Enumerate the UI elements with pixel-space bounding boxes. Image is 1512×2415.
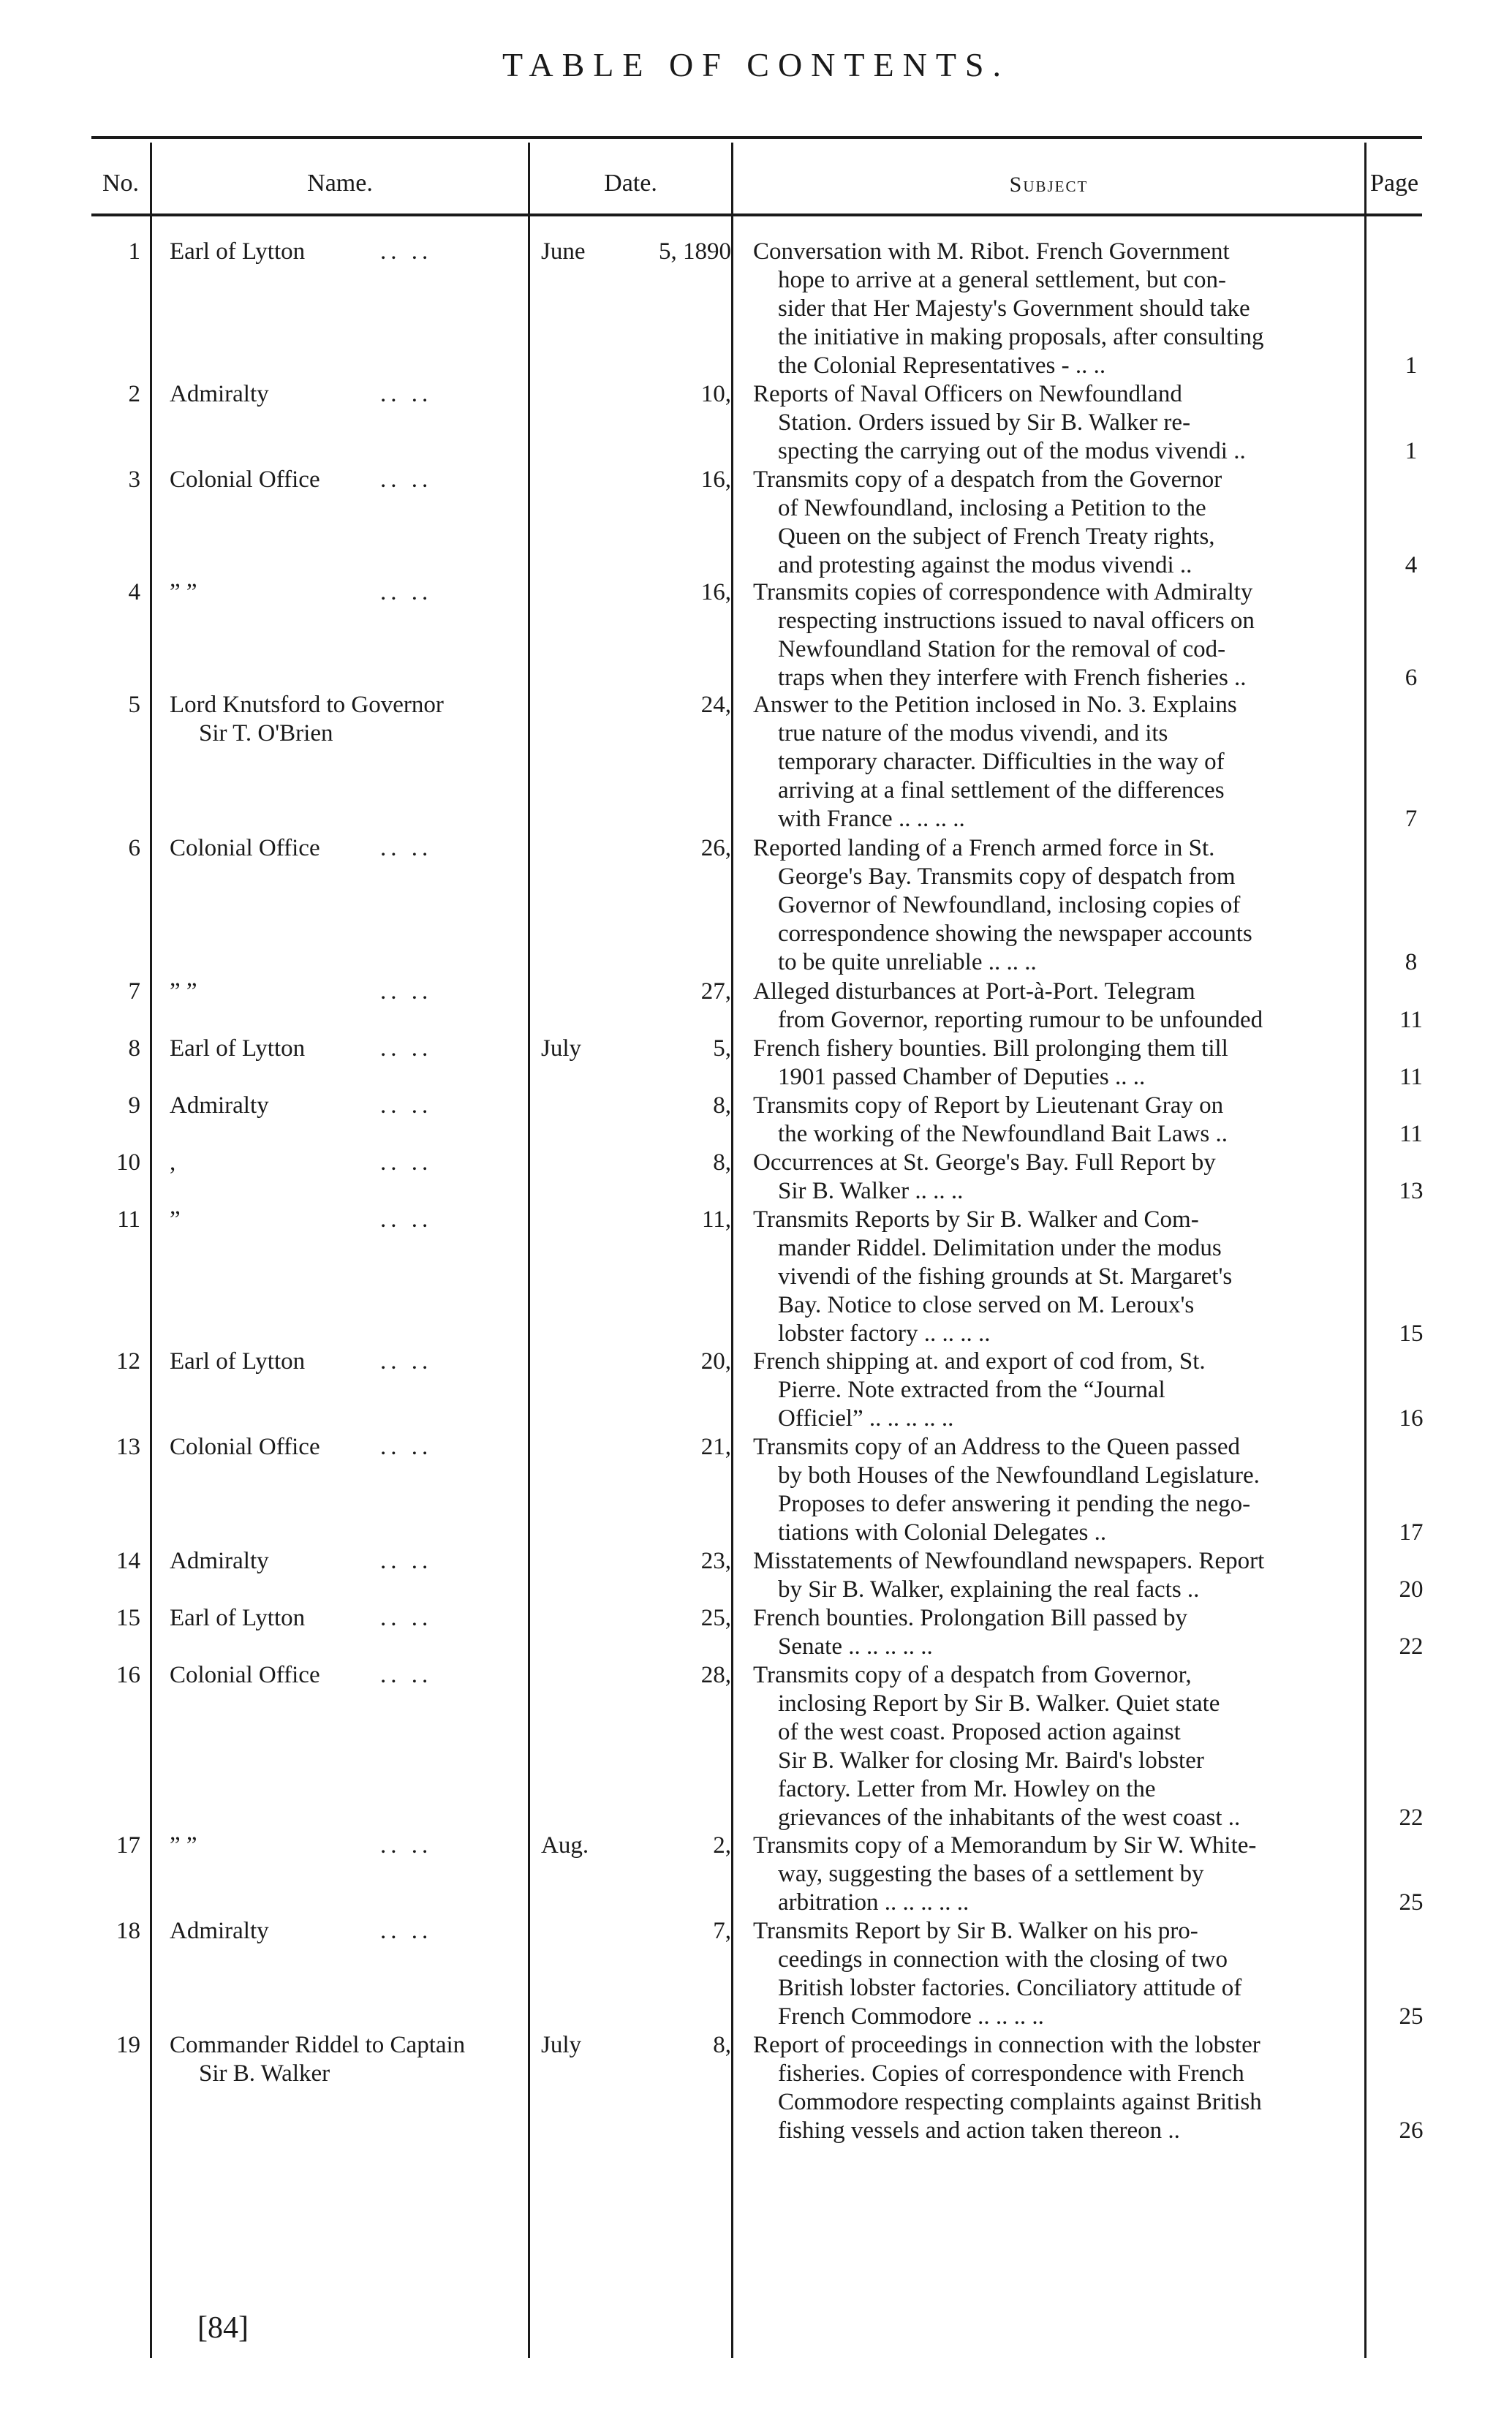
subject-line: Transmits copy of a Memorandum by Sir W. White- xyxy=(753,1832,1257,1859)
page-footer: [84] xyxy=(197,2311,249,2345)
entry-name-line: Earl of Lytton xyxy=(170,1035,306,1062)
subject-line: French shipping at. and export of cod from, St. xyxy=(753,1348,1206,1375)
header-rule xyxy=(91,213,1422,216)
entry-name-line: Earl of Lytton xyxy=(170,1605,306,1631)
entry-day: 28, xyxy=(700,1662,731,1688)
entry-day: 20, xyxy=(700,1348,731,1375)
entry-page: 15 xyxy=(1399,1320,1424,1347)
top-rule xyxy=(91,136,1422,139)
subject-line: Transmits copy of an Address to the Queen passed xyxy=(753,1434,1241,1460)
subject-line: of the west coast. Proposed action against xyxy=(778,1719,1181,1745)
entry-number: 18 xyxy=(116,1918,140,1944)
entry-subject xyxy=(753,578,1353,692)
entry-name-line: ” xyxy=(170,1206,181,1233)
leader-dots: .. .. xyxy=(380,1348,433,1375)
entry-name-line: Earl of Lytton xyxy=(170,1348,306,1375)
entry-number: 4 xyxy=(128,579,140,605)
header-date: Date. xyxy=(604,170,657,197)
subject-line: Transmits copy of a despatch from Governor, xyxy=(753,1662,1192,1688)
subject-line: Newfoundland Station for the removal of cod- xyxy=(778,636,1226,662)
entry-number: 1 xyxy=(128,238,140,265)
subject-line: Conversation with M. Ribot. French Government xyxy=(753,238,1230,265)
entry-day: 26, xyxy=(700,835,731,861)
subject-line: ceedings in connection with the closing of two xyxy=(778,1946,1228,1973)
entry-day: 2, xyxy=(713,1832,731,1859)
entry-number: 5 xyxy=(128,692,140,718)
subject-line: Transmits copy of Report by Lieutenant Gray on xyxy=(753,1092,1224,1119)
entry-month: Aug. xyxy=(541,1832,589,1859)
subject-line: Transmits copy of a despatch from the Governor xyxy=(753,466,1222,493)
subject-line: Senate .. .. .. .. .. xyxy=(778,1633,933,1660)
leader-dots: .. .. xyxy=(380,978,433,1005)
entry-number: 11 xyxy=(117,1206,140,1233)
header-no: No. xyxy=(102,170,140,197)
entry-subject xyxy=(753,834,1353,977)
entry-name-line: Admiralty xyxy=(170,1918,269,1944)
header-page: Page xyxy=(1369,170,1419,197)
entry-name-line: ” ” xyxy=(170,579,197,605)
subject-line: Sir B. Walker for closing Mr. Baird's lobster xyxy=(778,1747,1204,1774)
entry-subject xyxy=(753,1661,1353,1832)
subject-line: Governor of Newfoundland, inclosing copies of xyxy=(778,892,1241,918)
subject-line: mander Riddel. Delimitation under the modus xyxy=(778,1235,1222,1261)
subject-line: correspondence showing the newspaper accounts xyxy=(778,921,1252,947)
subject-line: fisheries. Copies of correspondence with French xyxy=(778,2060,1244,2087)
subject-line: Sir B. Walker .. .. .. xyxy=(778,1178,964,1204)
leader-dots: .. .. xyxy=(380,579,433,605)
entry-page: 4 xyxy=(1405,552,1418,578)
subject-line: hope to arrive at a general settlement, but con- xyxy=(778,267,1226,293)
entry-page: 1 xyxy=(1405,438,1418,464)
entry-number: 13 xyxy=(116,1434,140,1460)
subject-line: the initiative in making proposals, after consulting xyxy=(778,324,1264,350)
subject-line: Queen on the subject of French Treaty rights, xyxy=(778,524,1215,550)
entry-number: 10 xyxy=(116,1149,140,1176)
entry-number: 17 xyxy=(116,1832,140,1859)
entry-page: 20 xyxy=(1399,1576,1424,1603)
entry-page: 25 xyxy=(1399,2003,1424,2030)
entry-day: 8, xyxy=(713,2032,731,2058)
subject-line: temporary character. Difficulties in the way of xyxy=(778,749,1225,775)
entry-subject xyxy=(753,1206,1353,1348)
entry-subject xyxy=(753,1832,1353,1917)
entry-day: 10, xyxy=(700,381,731,407)
leader-dots: .. .. xyxy=(380,835,433,861)
entry-subject xyxy=(753,2031,1353,2145)
entry-number: 8 xyxy=(128,1035,140,1062)
subject-line: to be quite unreliable .. .. .. xyxy=(778,949,1037,975)
subject-line: specting the carrying out of the modus vivendi .. xyxy=(778,438,1246,464)
entry-subject xyxy=(753,1604,1353,1661)
subject-line: fishing vessels and action taken thereon .. xyxy=(778,2117,1180,2144)
page-title: TABLE OF CONTENTS. xyxy=(502,46,1010,83)
entry-name-line: , xyxy=(170,1149,176,1176)
subject-line: Station. Orders issued by Sir B. Walker re- xyxy=(778,409,1191,436)
entry-month: June xyxy=(541,238,586,265)
leader-dots: .. .. xyxy=(380,1035,433,1062)
entry-day: 16, xyxy=(700,579,731,605)
subject-line: the Colonial Representatives - .. .. xyxy=(778,352,1106,379)
entry-number: 16 xyxy=(116,1662,140,1688)
subject-line: inclosing Report by Sir B. Walker. Quiet state xyxy=(778,1690,1220,1717)
subject-line: Transmits Report by Sir B. Walker on his pro- xyxy=(753,1918,1198,1944)
leader-dots: .. .. xyxy=(380,1832,433,1859)
entry-day: 23, xyxy=(700,1548,731,1574)
subject-line: Pierre. Note extracted from the “Journal xyxy=(778,1377,1165,1403)
leader-dots: .. .. xyxy=(380,1434,433,1460)
entry-subject xyxy=(753,238,1353,380)
subject-line: Reports of Naval Officers on Newfoundland xyxy=(753,381,1182,407)
entry-subject xyxy=(753,1917,1353,2031)
subject-line: arriving at a final settlement of the differences xyxy=(778,777,1225,804)
entry-day: 11, xyxy=(701,1206,731,1233)
entry-number: 6 xyxy=(128,835,140,861)
entry-subject xyxy=(753,1035,1353,1092)
entry-subject xyxy=(753,1433,1353,1547)
subject-line: 1901 passed Chamber of Deputies .. .. xyxy=(778,1064,1146,1090)
entry-number: 3 xyxy=(128,466,140,493)
entry-name-line: Earl of Lytton xyxy=(170,238,306,265)
leader-dots: .. .. xyxy=(380,1149,433,1176)
entry-day: 8, xyxy=(713,1149,731,1176)
subject-line: Officiel” .. .. .. .. .. xyxy=(778,1405,954,1432)
entry-name xyxy=(170,2031,521,2088)
entry-name-line: Admiralty xyxy=(170,381,269,407)
subject-line: Commodore respecting complaints against British xyxy=(778,2089,1262,2115)
entry-subject xyxy=(753,380,1353,466)
entry-day: 27, xyxy=(700,978,731,1005)
entry-page: 1 xyxy=(1405,352,1418,379)
subject-line: with France .. .. .. .. xyxy=(778,806,965,832)
subject-line: and protesting against the modus vivendi .. xyxy=(778,552,1192,578)
entry-day: 16, xyxy=(700,466,731,493)
subject-line: George's Bay. Transmits copy of despatch from xyxy=(778,863,1236,890)
entry-month: July xyxy=(541,1035,582,1062)
entry-name-line: ” ” xyxy=(170,1832,197,1859)
column-divider-1 xyxy=(150,143,152,2358)
subject-line: way, suggesting the bases of a settlement by xyxy=(778,1861,1204,1887)
entry-page: 8 xyxy=(1405,949,1418,975)
entry-name-line: Admiralty xyxy=(170,1548,269,1574)
subject-line: Transmits copies of correspondence with Admiralty xyxy=(753,579,1253,605)
leader-dots: .. .. xyxy=(380,381,433,407)
leader-dots: .. .. xyxy=(380,466,433,493)
entry-page: 7 xyxy=(1405,806,1418,832)
subject-line: Bay. Notice to close served on M. Leroux's xyxy=(778,1292,1195,1318)
entry-page: 22 xyxy=(1399,1804,1424,1831)
entry-subject xyxy=(753,466,1353,580)
entry-subject xyxy=(753,691,1353,834)
entry-name-line: Colonial Office xyxy=(170,1434,320,1460)
subject-line: traps when they interfere with French fisheries .. xyxy=(778,665,1247,691)
subject-line: Report of proceedings in connection with the lobster xyxy=(753,2032,1260,2058)
entry-subject xyxy=(753,1092,1353,1149)
subject-line: grievances of the inhabitants of the west coast .. xyxy=(778,1804,1241,1831)
subject-line: French Commodore .. .. .. .. xyxy=(778,2003,1044,2030)
entry-number: 7 xyxy=(128,978,140,1005)
subject-line: by Sir B. Walker, explaining the real facts .. xyxy=(778,1576,1200,1603)
subject-line: Answer to the Petition inclosed in No. 3. Explains xyxy=(753,692,1237,718)
subject-line: the working of the Newfoundland Bait Laws .. xyxy=(778,1121,1228,1147)
subject-line: Misstatements of Newfoundland newspapers. Report xyxy=(753,1548,1265,1574)
leader-dots: .. .. xyxy=(380,1662,433,1688)
subject-line: French bounties. Prolongation Bill passed by xyxy=(753,1605,1187,1631)
entry-day: 7, xyxy=(713,1918,731,1944)
subject-line: British lobster factories. Conciliatory attitude of xyxy=(778,1975,1242,2001)
entry-page: 22 xyxy=(1399,1633,1424,1660)
leader-dots: .. .. xyxy=(380,238,433,265)
entry-day: 8, xyxy=(713,1092,731,1119)
entry-page: 11 xyxy=(1399,1064,1423,1090)
entry-name-line: Colonial Office xyxy=(170,466,320,493)
subject-line: lobster factory .. .. .. .. xyxy=(778,1320,991,1347)
subject-line: from Governor, reporting rumour to be unfounded xyxy=(778,1007,1263,1033)
entry-subject xyxy=(753,978,1353,1035)
leader-dots: .. .. xyxy=(380,1605,433,1631)
entry-day: 21, xyxy=(700,1434,731,1460)
subject-line: of Newfoundland, inclosing a Petition to the xyxy=(778,495,1206,521)
entry-number: 19 xyxy=(116,2032,140,2058)
entry-page: 6 xyxy=(1405,665,1418,691)
header-subject: Subject xyxy=(1009,173,1089,197)
entry-name xyxy=(170,691,521,748)
entry-name-line: Admiralty xyxy=(170,1092,269,1119)
entry-name-line: Colonial Office xyxy=(170,1662,320,1688)
subject-line: true nature of the modus vivendi, and its xyxy=(778,720,1168,747)
leader-dots: .. .. xyxy=(380,1548,433,1574)
entry-day: 24, xyxy=(700,692,731,718)
subject-line: by both Houses of the Newfoundland Legislature. xyxy=(778,1462,1260,1489)
entry-page: 11 xyxy=(1399,1121,1423,1147)
entry-subject xyxy=(753,1348,1353,1433)
entry-subject xyxy=(753,1547,1353,1604)
entry-number: 14 xyxy=(116,1548,140,1574)
entry-page: 16 xyxy=(1399,1405,1424,1432)
subject-line: French fishery bounties. Bill prolonging them till xyxy=(753,1035,1228,1062)
entry-page: 11 xyxy=(1399,1007,1423,1033)
subject-line: Reported landing of a French armed force in St. xyxy=(753,835,1215,861)
entry-name-continuation: Sir T. O'Brien xyxy=(199,720,333,747)
subject-line: factory. Letter from Mr. Howley on the xyxy=(778,1776,1156,1802)
leader-dots: .. .. xyxy=(380,1918,433,1944)
subject-line: respecting instructions issued to naval officers on xyxy=(778,608,1255,634)
entry-day: 5, 1890 xyxy=(659,238,731,265)
column-divider-3 xyxy=(731,143,733,2358)
entry-name-line: Colonial Office xyxy=(170,835,320,861)
entry-name-continuation: Sir B. Walker xyxy=(199,2060,330,2087)
leader-dots: .. .. xyxy=(380,1206,433,1233)
subject-line: arbitration .. .. .. .. .. xyxy=(778,1889,969,1916)
subject-line: tiations with Colonial Delegates .. xyxy=(778,1519,1107,1546)
entry-page: 26 xyxy=(1399,2117,1424,2144)
column-divider-4 xyxy=(1364,143,1367,2358)
subject-line: Occurrences at St. George's Bay. Full Report by xyxy=(753,1149,1216,1176)
entry-month: July xyxy=(541,2032,582,2058)
subject-line: sider that Her Majesty's Government should take xyxy=(778,295,1250,322)
entry-day: 5, xyxy=(713,1035,731,1062)
entry-name-line: Lord Knutsford to Governor xyxy=(170,692,444,718)
subject-line: Transmits Reports by Sir B. Walker and Com- xyxy=(753,1206,1199,1233)
entry-page: 25 xyxy=(1399,1889,1424,1916)
entry-name-line: ” ” xyxy=(170,978,197,1005)
entry-number: 12 xyxy=(116,1348,140,1375)
column-divider-2 xyxy=(528,143,530,2358)
entry-page: 13 xyxy=(1399,1178,1424,1204)
leader-dots: .. .. xyxy=(380,1092,433,1119)
subject-line: Alleged disturbances at Port-à-Port. Telegram xyxy=(753,978,1195,1005)
entry-name-line: Commander Riddel to Captain xyxy=(170,2032,466,2058)
entry-number: 9 xyxy=(128,1092,140,1119)
entry-number: 15 xyxy=(116,1605,140,1631)
entry-page: 17 xyxy=(1399,1519,1424,1546)
header-name: Name. xyxy=(307,170,373,197)
subject-line: vivendi of the fishing grounds at St. Margaret's xyxy=(778,1263,1233,1290)
entry-number: 2 xyxy=(128,381,140,407)
entry-subject xyxy=(753,1149,1353,1206)
entry-day: 25, xyxy=(700,1605,731,1631)
subject-line: Proposes to defer answering it pending the nego- xyxy=(778,1491,1251,1517)
